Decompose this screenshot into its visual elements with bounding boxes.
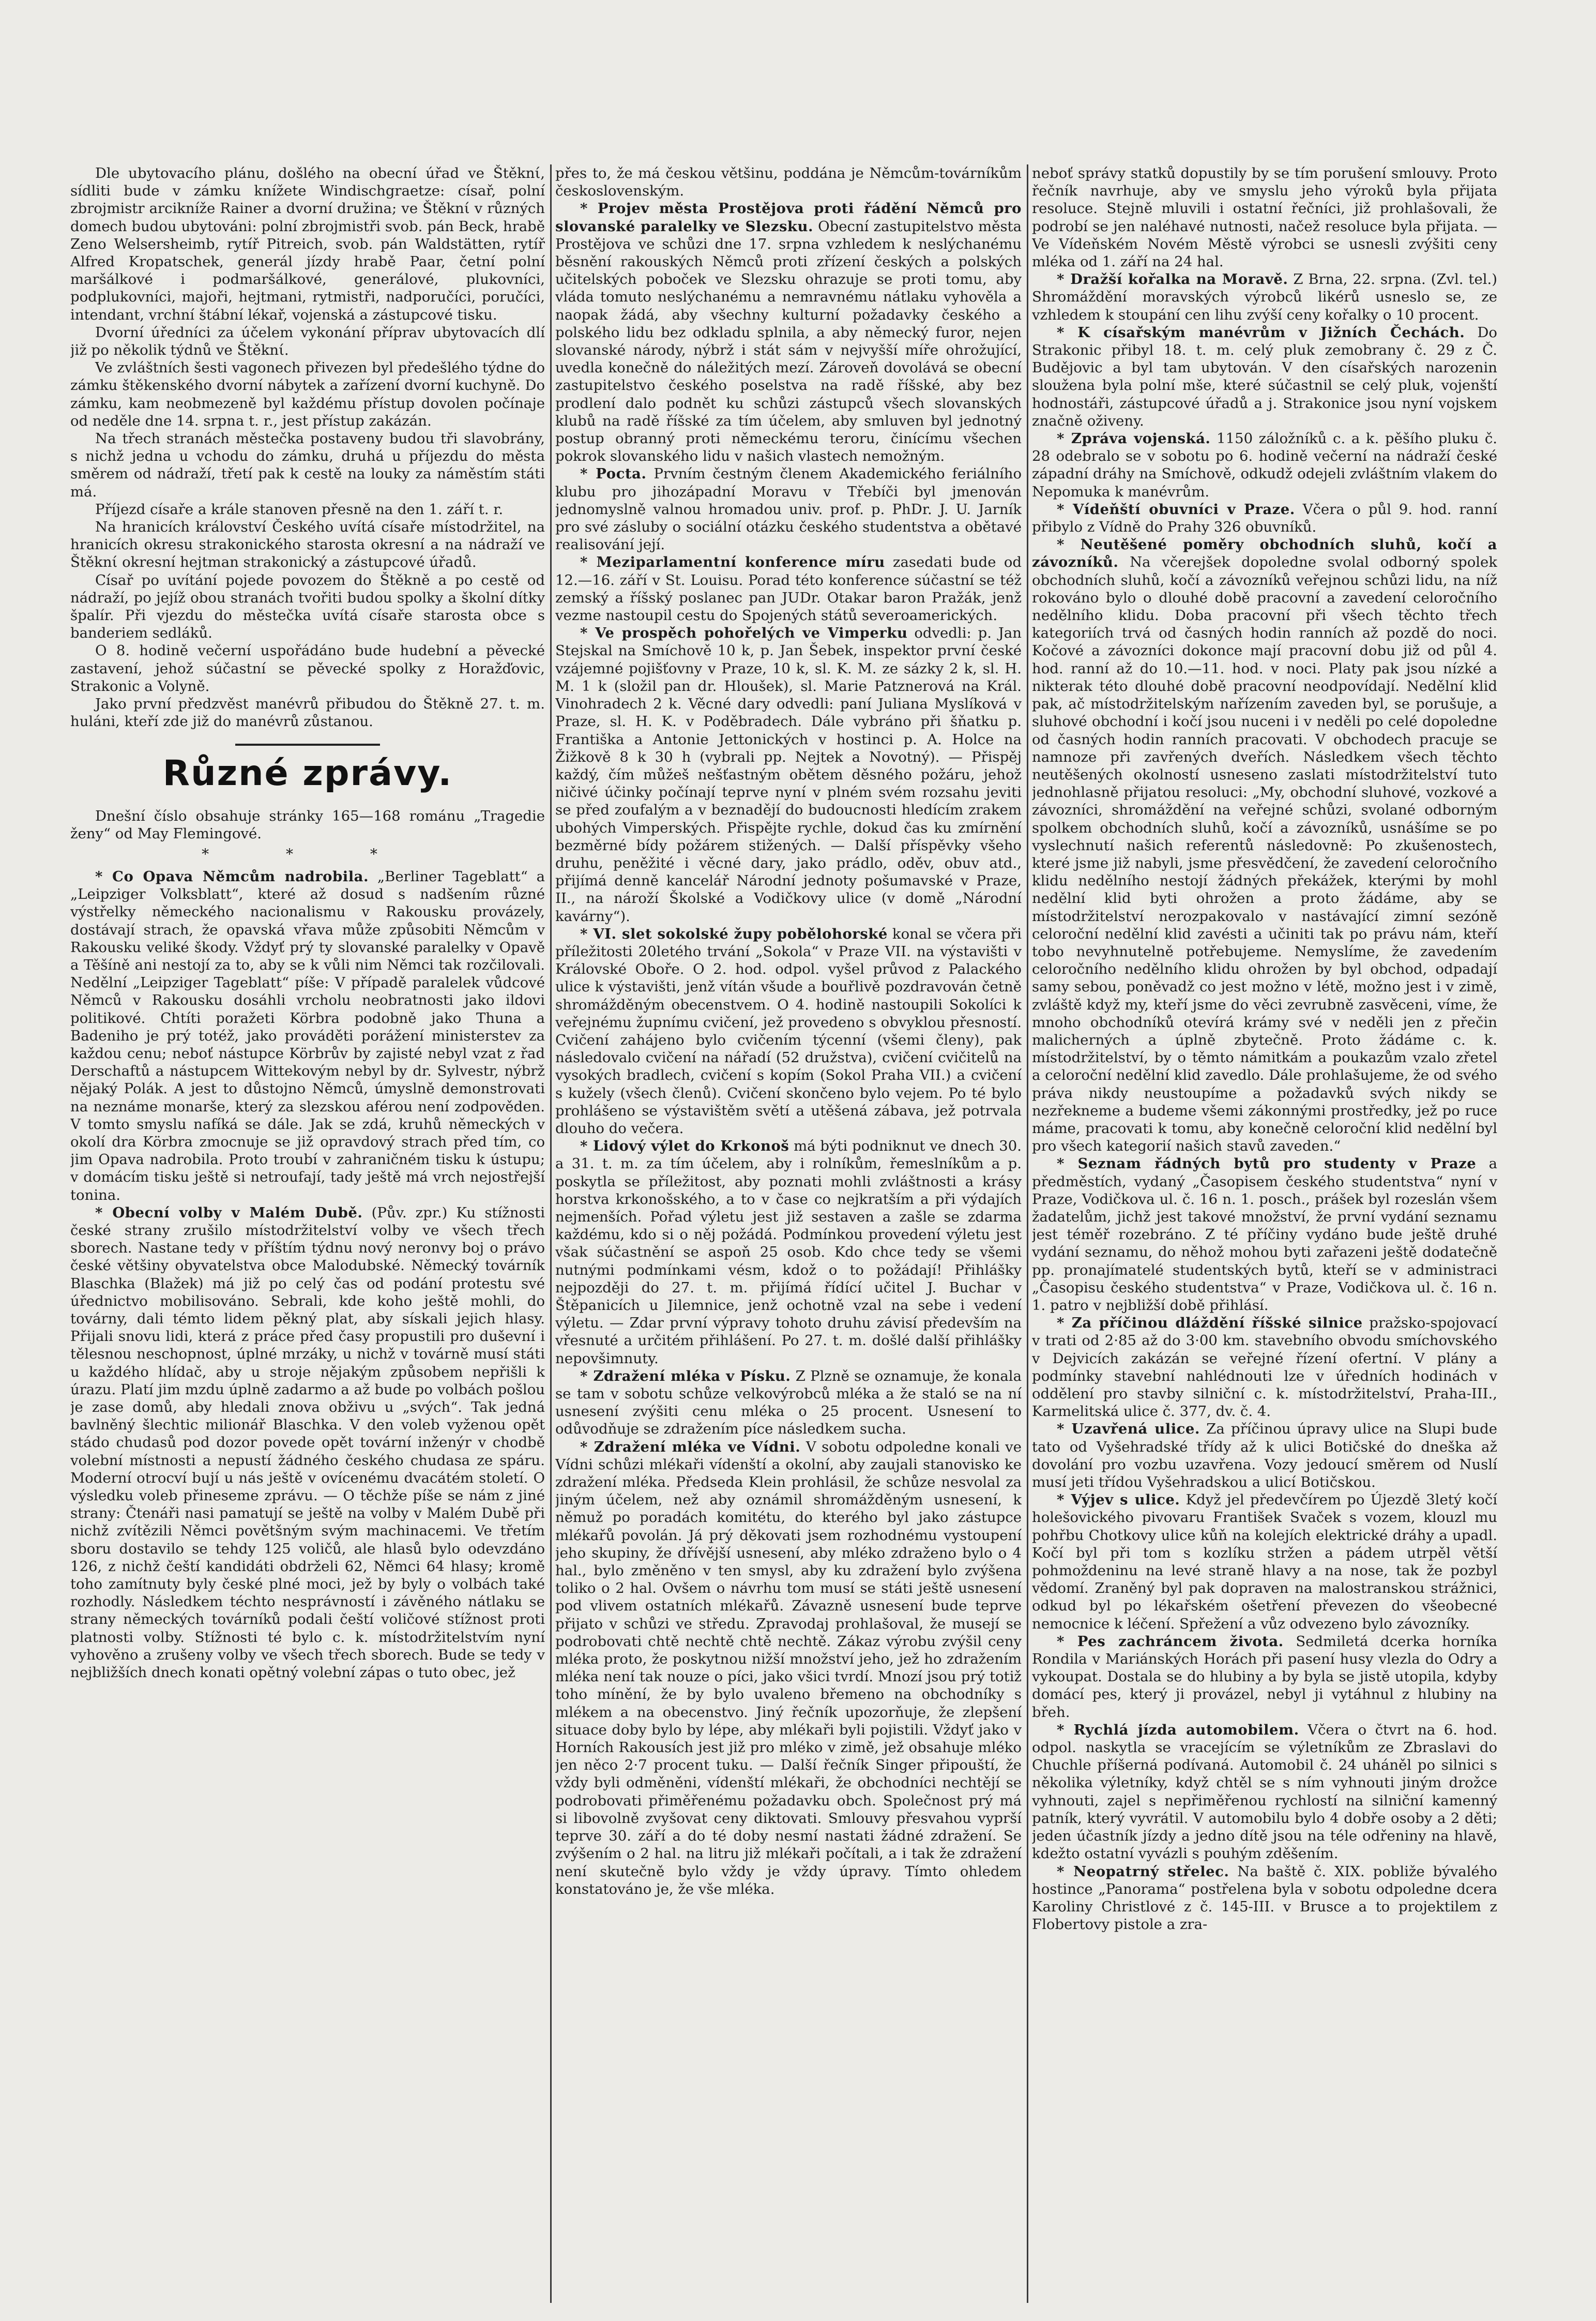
article-text: Dle ubytovacího plánu, došlého na obecní úřad ve Štěknί, sídliti bude v zámku knížete Windischgraetze: císař, polní zbrojmistr arcikníže Rainer a dvorní družina; ve Štěknί v různých domech budou ubytováni: polní zbrojmistři svob. pán Beck, hrabě Zeno Welsersheimb, rytíř Pitreich, svob. pán Waldstätten, rytíř Alfred Kropatschek, generál jízdy hrabě Paar, četní polní maršálkové i podmaršálkové, generálové, plukovníci, podplukovníci, majoři, hejtmani, rytmistři, nadporučíci, poručíci, intendant, vrchní štábní lékař, vojenská a zástupcové tisku. xyxy=(70,165,545,323)
article-paragraph xyxy=(1032,1863,1497,1934)
article-paragraph xyxy=(1032,1491,1497,1633)
article-text: Když jel předevčírem po Újezdě 3letý kočí holešovického pivovaru František Svaček s vozem, klouzl mu pohřbu Chotkovy ulice kůň na kolejích elektrické dráhy a upadl. Kočí byl při tom s kozlíku stržen a pádem utrpěl větší pohmoždeninu na levé straně hlavy a na nose, tak že pozbyl vědomí. Zraněný byl pak dopraven na malostranskou strážnici, odkud byl po lékařském ošetření převezen do všeobecné nemocnice k léčení. Spřežení a vůz odvezeno bylo závozníky. xyxy=(1032,1491,1497,1632)
article-text: 1150 záložníků c. a k. pěšího pluku č. 28 odebralo se v sobotu po 6. hodině večerní na nádraží české západní dráhy na Smíchově, odkudž odejeli zvláštním vlakem do Nepomuka k manévrům. xyxy=(1032,430,1497,500)
article-paragraph xyxy=(70,501,545,518)
article-paragraph xyxy=(555,925,1022,1137)
article-text: zasedati bude od 12.—16. září v St. Louisu. Porad této konference súčastní se též zemský a říšský poslanec pan JUDr. Otakar baron Pražák, jenž vezme nastoupil cestu do Spojených států severoamerických. xyxy=(555,554,1022,624)
article-lead: * Co Opava Němcům nadrobila. xyxy=(95,868,369,885)
article-text: Ve zvláštních šesti vagonech přivezen byl předešlého týdne do zámku štěkenského dvorní nábytek a zařízení dvorní kuchyně. Do zámku, kam neobmezeně byl každému přístup dovolen počínaje od neděle dne 14. srpna t. r., jest přístup zakázán. xyxy=(70,359,545,429)
article-lead: * Uzavřená ulice. xyxy=(1057,1421,1200,1438)
article-lead: * Lidový výlet do Krkonoš xyxy=(580,1138,789,1155)
article-lead: * Seznam řádných bytů pro studenty v Praze xyxy=(1057,1155,1477,1172)
article-paragraph xyxy=(1032,430,1497,501)
article-lead: * Neutěšené poměry obchodních sluhů, kočí a závozníků. xyxy=(1032,536,1497,571)
article-text: má býti podniknut ve dnech 30. a 31. t. m. za tím účelem, aby i rolníkům, řemeslníkům a p. poskytla se příležitost, aby poznati mohli zvláštnosti a krásy horstva krkonošského, a to v čase co nejkratším a při výdajích nejmenších. Pořad výletu jest již sestaven a zašle se zdarma každému, kdo si o něj požádá. Podmínkou provedení výletu jest však súčastnění se aspoň 25 osob. Kdo chce tedy se všemi nutnými podmínkami vésm, kdož o to požádají! Přihlášky nejpozději do 27. t. m. přijímá řídící učitel J. Buchar v Štěpanicích u Jilemnice, jenž ochotně vzal na sebe i vedení výletu. — Zdar první výpravy tohoto druhu závisí především na vřesnuté a určitém přihlášení. Po 27. t. m. došlé další přihlášky nepovšimnuty. xyxy=(555,1138,1022,1367)
article-text: Jako první předzvěst manévrů přibudou do Štěkně 27. t. m. huláni, kteří zde již do manévrů zůstanou. xyxy=(70,696,545,730)
article-text: Za příčinou úpravy ulice na Slupi bude tato od Vyšehradské třídy až k ulici Botičské do dneška až dovolání pro vozbu uzavřena. Vozy jedoucí směrem od Nuslí musí jeti třídou Vyšehradskou a ulicí Botičskou. xyxy=(1032,1421,1497,1491)
article-lead: * Meziparlamentní konference míru xyxy=(580,554,885,571)
column-1 xyxy=(70,164,545,2303)
article-paragraph xyxy=(555,164,1022,200)
column-rule-1 xyxy=(550,164,552,2303)
article-text: neboť správy statků dopustily by se tím porušení smlouvy. Proto řečník navrhuje, aby ve smyslu jeho výroků byla přijata resoluce. Stejně mluvili i ostatní řečníci, již prohlašovali, že podrobí se jen naléhavé nutnosti, načež resoluce byla přijata. — Ve Vídeňském Novém Městě výrobci se usnesli zvýšiti ceny mléka od 1. září na 24 hal. xyxy=(1032,165,1497,270)
column-3 xyxy=(1032,164,1497,2303)
article-paragraph xyxy=(555,465,1022,553)
article-paragraph xyxy=(1032,536,1497,1155)
article-lead: * Za příčinou dláždění říšské silnice xyxy=(1057,1315,1363,1332)
section-separator xyxy=(70,738,545,748)
article-text: V sobotu odpoledne konali ve Vídni schůzi mlékaři vídenští a okolní, aby zaujali stanovisko ke zdražení mléka. Předseda Klein prohlásil, že schůze nesvolal za jiným účelem, než aby oznámil shromážděným usnesení, k němuž po poradách komitétu, do kterého byl jako zástupce mlékařů povolán. Já prý děkovati jsem rozhodnému vystoupení jeho skupiny, že dřívější usnesení, aby mléko zdraženo bylo o 4 hal., bylo změněno v ten smysl, aby ku zdražení bylo zvýšena toliko o 2 hal. Ovšem o návrhu tom musí se státi ještě usnesení pod vlivem ostatních mlékařů. Závazně usnesení bude teprve přijato v schůzi ve středu. Zpravodaj prohlašoval, že musejí se podrobovati chtě nechtě chtě nechtě. Zákaz výrobu zvýšil ceny mléka proto, že poskytnou nižší množství jeho, jež ho zdražením mléka není tak nouze o píci, jako všici tvrdí. Mnozí jsou prý totiž toho mínění, že by bylo uvaleno břemeno na obchodníky s mlékem a na obecenstvo. Jiný řečník upozorňuje, že zlepšení situace doby bylo by lépe, aby mlékaři byli pojistili. Vždyť jako v Horních Rakousích jest již pro mléko v zimě, jež obsahuje mléko jen něco 2·7 procent tuku. — Další řečník Singer připouští, že vždy byli odměněni, vídenští mlékaři, že obchodníci nechtějí se podrobovati přiměřenému požadavku obch. Společnost prý má si libovolně zvyšovat ceny diktovati. Smlouvy přesvahou vyprší teprve 30. září a do té doby nesmí nastati žádné zdražení. Se zvýšením o 2 hal. na litru již mlékaři počítali, a i tak že zdražení není skutečně bylo vždy je vždy úpravy. Tímto ohledem konstatováno je, že vše mléka. xyxy=(555,1438,1022,1897)
article-text: Prvním čestným členem Akademického feriálního klubu pro jihozápadní Moravu v Třebíči byl jmenován jednomyslně valnou hromadou univ. prof. p. PhDr. J. U. Jarník pro své zásluby o sociální otázku českého studentstva a obětavé realisování její. xyxy=(555,465,1022,553)
article-text: Obecní zastupitelstvo města Prostějova ve schůzi dne 17. srpna vzhledem k neslýchanému běsnění rakouských Němců proti zřízení českých a polských učitelských poboček ve Slezsku ohrazuje se proti tomu, aby vláda tomuto neslýchanému a nemravnému nátlaku vyhověla a naopak žádá, aby všechny kulturní požadavky českého a polského lidu bez odkladu splnila, a aby německý furor, nejen slovanské národy, nýbrž i stát sám v nejvyšší míře ohrožující, uvedla konečně do náležitých mezí. Zároveň dovolává se obecní zastupitelstvo českého poselstva na radě říšské, aby bez prodlení dalo podnět ku schůzi zástupců všech slovanských klubů na radě říšské za tím účelem, aby smluven byl jednotný postup obranný proti německému teroru, činícímu všechen pokrok slovanského lidu v našich vlastech nemožným. xyxy=(555,218,1022,465)
article-paragraph xyxy=(1032,1314,1497,1420)
article-paragraph xyxy=(1032,1721,1497,1863)
article-text: Dnešní číslo obsahuje stránky 165—168 románu „Tragedie ženy“ od May Flemingové. xyxy=(70,807,545,842)
article-lead: * Projev města Prostějova proti řádění Němců pro slovanské paralelky ve Slezsku. xyxy=(555,200,1022,235)
article-text: Dvorní úředníci za účelem vykonání příprav ubytovacích dlí již po několik týdnů ve Štěknί. xyxy=(70,324,545,359)
article-paragraph xyxy=(70,807,545,842)
article-lead: * Obecní volby v Malém Dubě. xyxy=(95,1204,363,1221)
article-paragraph xyxy=(555,1438,1022,1898)
column-2 xyxy=(555,164,1022,2303)
article-lead: * Zdražení mléka ve Vídni. xyxy=(580,1438,801,1455)
article-lead: * Pes zachráncem života. xyxy=(1057,1633,1284,1650)
article-text: Včera o půl 9. hod. ranní přibylo z Vídně do Prahy 326 obuvníků. xyxy=(1032,501,1497,536)
article-text: Včera o čtvrt na 6. hod. odpol. naskytla se vracejícím se výletníkům ze Zbraslavi do Chuchle příšerná podívaná. Automobil č. 24 uháněl po silnici s několika výletníky, když chtěl se s ním vyhnouti jiným drožce vyhnouti, zajel s nepřiměřenou rychlostí na silniční kamenný patník, který vyvrátil. V automobilu bylo 4 dobře osoby a 2 děti; jeden účastník jízdy a jedno dítě jsou na téle odřeniny na hlavě, kdežto ostatní vyvázli s pouhým zděšením. xyxy=(1032,1721,1497,1862)
article-lead: * Pocta. xyxy=(580,465,647,483)
article-paragraph xyxy=(70,642,545,695)
article-text: O 8. hodině večerní uspořádáno bude hudební a pěvecké zastavení, jehož súčastní se pěvecké spolky z Horažďovic, Strakonic a Volyně. xyxy=(70,642,545,695)
article-text: a předměstích, vydaný „Časopisem českého studentstva“ nyní v Praze, Vodičkova ul. č. 16 n. 1. posch., prášek byl rozeslán všem žadatelům, jichž jest takové množství, že první vydání seznamu jest téměř rozebráno. Z té příčiny vydáno bude ještě druhé vydání seznamu, do něhož mohou byti zařazeni ještě dodatečně pp. pronajímatelé studentských bytů, kteří se v administraci „Časopisu českého studentstva“ v Praze, Vodičkova ul. č. 16 n. 1. patro v nejbližší době přihlásí. xyxy=(1032,1155,1497,1314)
article-paragraph xyxy=(70,1204,545,1681)
article-lead: * Vídeňští obuvníci v Praze. xyxy=(1057,501,1295,518)
article-lead: * VI. slet sokolské župy pobělohorské xyxy=(580,925,888,942)
article-paragraph xyxy=(1032,1633,1497,1721)
article-text: Do Strakonic přibyl 18. t. m. celý pluk zemobrany č. 29 z Č. Budějovic a byl tam ubytován. V den císařských narozenin sloužena byla polní mše, které súčastnil se celý pluk, vojenští hodnostáři, zástupcové úřadů a j. Strakonice jsou nyní vojskem značně oživeny. xyxy=(1032,324,1497,429)
article-paragraph xyxy=(70,324,545,359)
article-text: Sedmiletá dcerka horníka Rondila v Mariánských Horách při pasení husy vlezla do Odry a vykoupat. Dostala se do hlubiny a by byla se jistě utopila, kdyby domácí pes, který ji provázel, nebyl ji vytáhnul z hlubiny na břeh. xyxy=(1032,1633,1497,1721)
article-lead: * K císařským manévrům v Jižních Čechách. xyxy=(1057,324,1465,341)
article-paragraph xyxy=(70,164,545,324)
article-paragraph xyxy=(555,624,1022,925)
article-lead: * Rychlá jízda automobilem. xyxy=(1057,1721,1299,1738)
article-text: (Pův. zpr.) Ku stížnosti české strany zrušilo místodržitelství volby ve všech třech sborech. Nastane tedy v příštím týdnu nový neronvy boj o právo české většiny obyvatelstva obce Malodubské. Německý továrník Blaschka (Blažek) má již po celý čas od podání protestu své úřednictvo mobilisováno. Sebrali, kde koho ještě mohli, do továrny, dali témto lidem pěkný plat, aby sískali jejich hlasy. Přijali snovu lidi, která z práce před časy propustili pro duševní i tělesnou neschopnost, úplné mrzáky, u nichž v továrně musí státi u každého hlídač, aby u stroje nějakým způsobem nepřišli k úrazu. Platí jim mzdu úplně zadarmo a až bude po volbách pošlou je zase domů, aby hledali znova obživu u „svých“. Tak jedná bavlněný šlechtic milionář Blaschka. V den voleb vyženou opět stádo chudasů pod dozor povede opět tovární inženýr v chodbě volební místnosti a nepustí žádného českého chudasa ze spáru. Moderní otrocví bují u nás ještě v ovícenému dvacátém století. O výsledku voleb přineseme zprávu. — O těchže píše se nám z jiné strany: Čtenáři nasi pamatují se ještě na volby v Malém Dubě při nichž zvítězili Němci povětšným svým machinacemi. Ve třetím sboru dostavilo se tehdy 125 voličů, ale hlasů bylo odevzdáno 126, z nichž čeští kandidáti obdrželi 62, Němci 64 hlasy; kromě toho zamítnuty byly české plné moci, jež by byly o volbách také rozhodly. Následkem téchto nesprávností i závěného nátlaku se strany německých továrníků podali čeští voličové stížnost proti platnosti volby. Stížnosti té bylo c. k. místodržitelstvím nyní vyhověno a zrušeny volby ve všech třech sborech. Bude se tedy v nejbližších dnech konati opětný volební zápas o tuto obec, jež xyxy=(70,1204,545,1681)
article-text: Z Brna, 22. srpna. (Zvl. tel.) Shromáždění moravských výrobců likérů usneslo se, ze vzhledem k stoupání cen lihu zvýší ceny kořalky o 10 procent. xyxy=(1032,271,1497,323)
article-paragraph xyxy=(70,518,545,571)
article-paragraph xyxy=(70,695,545,730)
article-text: pražsko-spojovací v trati od 2·85 až do 3·00 km. stavebního obvodu smíchovského v Dejvicích zakázán se veřejné řízení ofertní. V plány a podmínky stavební nahlédnouti lze v úředních hodinách v oddělení pro stavby silniční c. k. místodržitelství, Praha-III., Karmelitská ulice č. 377, dv. č. 4. xyxy=(1032,1315,1497,1420)
article-paragraph xyxy=(1032,501,1497,536)
article-paragraph xyxy=(70,571,545,642)
article-lead: * Dražší kořalka na Moravě. xyxy=(1057,271,1288,288)
article-lead: * Ve prospěch pohořelých ve Vimperku xyxy=(580,625,908,642)
article-text: „Berliner Tageblatt“ a „Leipziger Volksblatt“, které až dosud s nadšením různé výstřelky německého nacionalismu v Rakousku provázely, dostávají strach, že opavská vřava může způsobiti Němcům v Rakousku veliké škody. Vždyť prý ty slovanské paralelky v Opavě a Těšíně ani nestojí za to, aby se k vůli nim Němci tak rozčilovali. Nedělní „Leipziger Tageblatt“ píše: V případě paralelek vůdcové Němců v Rakousku dosáhli vrcholu neobratnosti jako ildovi politikové. Chtíti poražeti Körbra podobně jako Thuna a Badeniho je prý totéž, jako prováděti porážení ministerstev za každou cenu; neboť nástupce Körbrův by zajisté nebyl vzat z řad Derschaftů a nástupcem Wittekovým nebyl by dr. Sylvestr, nýbrž nějaký Polák. A jest to důstojno Němců, úmyslně demonstrovati na neznáme monarše, který za slezskou aférou není zodpověden. V tomto smyslu nafíká se dále. Jak se zdá, kruhů německých v okolí dra Körbra zmocnuje se již opravdový strach před tím, co jim Opava nadrobila. Proto troubí v zahraničném tisku k ústupu; v domácím tisku ještě si netroufají, tady ještě má vrch nejostřejší tonina. xyxy=(70,868,545,1203)
article-lead: * Zpráva vojenská. xyxy=(1057,430,1211,447)
article-text: Na baště č. XIX. pobliže bývalého hostince „Panorama“ postřelena byla v sobotu odpoledne dcera Karoliny Christlové z č. 145-III. v Brusce a to projektilem z Flobertovy pistole a zra- xyxy=(1032,1863,1497,1933)
article-text: Z Plzně se oznamuje, že konala se tam v sobotu schůze velkovýrobců mléka a že staló se na ní usnesení zvýšiti cenu mléka o 25 procent. Usnesení to odůvodňuje se zdražením píce následkem sucha. xyxy=(555,1367,1022,1438)
article-paragraph xyxy=(70,359,545,430)
article-paragraph xyxy=(555,200,1022,465)
article-paragraph xyxy=(1032,1155,1497,1314)
article-paragraph xyxy=(555,553,1022,624)
article-text: Příjezd císaře a krále stanoven přesně na den 1. září t. r. xyxy=(95,501,504,518)
column-rule-2 xyxy=(1027,164,1028,2303)
article-lead: * Výjev s ulice. xyxy=(1057,1491,1180,1509)
article-paragraph xyxy=(70,868,545,1204)
article-lead: * Zdražení mléka v Písku. xyxy=(580,1367,791,1384)
article-paragraph xyxy=(1032,270,1497,324)
section-heading: Různé zprávy. xyxy=(162,752,453,794)
article-lead: * Neopatrný střelec. xyxy=(1057,1863,1229,1880)
article-text: konal se včera při příležitosti 20letého trvání „Sokola“ v Praze VII. na výstavišti v Královské Oboře. O 2. hod. odpol. vyšel průvod z Palackého ulice k výstavišti, jenž vítán všude a bouřlivě pozdravován četně shromážděným obecenstvem. O 4. hodině nastoupili Sokolíci k veřejnému župnímu cvičení, jež provedeno s obvyklou přesností. Cvičení zahájeno bylo cvičením týcenní (všemi členy), pak následovalo cvičení na nářadí (52 družstva), cvičení cvičitelů na vysokých bradlech, cvičení s kopím (Sokol Praha VII.) a cvičení s kužely (všech členů). Cvičení skončeno bylo vejem. Po té bylo prohlášeno se výstavištěm světí a utěšená zábava, jež potrvala dlouho do večera. xyxy=(555,925,1022,1137)
stars-divider: * * * xyxy=(202,845,414,863)
article-text: Na včerejšek dopoledne svolal odborný spolek obchodních sluhů, kočí a závozníků veřejnou schůzi lidu, na níž rokováno bylo o dlouhé době pracovní a zavedení celoročního nedělního klidu. Doba pracovní při všech těchto třech kategoriích trvá od časných hodin ranních až pozdě do noci. Kočové a závozníci dokonce mají pracovní dobu již od půl 4. hod. ranní až do 10.—11. hod. v noci. Platy pak jsou nízké a nikterak této dlouhé době pracovní neodpovídají. Nedělní klid pak, ač místodržitelským nařízením zaveden byl, se porušuje, a sluhové obchodní i kočí jsou nuceni i v neděli po celé dopoledne od časných hodin ranních pracovati. V obchodech pracuje se namnoze při zavřených dveřích. Následkem všech těchto neutěšených okolností usneseno zaslati místodržitelství tuto jednohlasně přijatou resoluci: „My, obchodní sluhové, vozkové a závozníci, shromáždění na veřejné schůzi, svolané odborným spolkem obchodních sluhů, kočí a závozníků, usnášíme se po vyslechnutí našich referentů následovně: Po zkušenostech, které jsme již nabyli, jsme přesvědčení, že zavedení celoročního klidu nedělního nestojí žádných překážek, kterými by mohl nedělní klid byti ohrožen a proto žádáme, aby se místodržitelství nerozpakovalo v nastávající zimní sezóně celoroční nedělní klid zavésti a učiniti tak po právu nám, kteří tobo nevyhnutelně potřebujeme. Nemyslíme, že zavedením celoročního nedělního klidu ohrožen by byl obchod, odpadají samy sebou, poněvadž co jest možno v létě, možno jest i v zimě, zvláště když my, kteří jsme do věci zevrubně zasvěceni, víme, že mnoho obchodníků otevírá krámy své v neděli jen z přečin malicherných a úplně zbytečně. Proto žádáme c. k. místodržitelství, by o těmto námitkám a poukazům vzalo zřetel a celoroční nedělní klid zavedlo. Dále prohlašujeme, že od svého práva nikdy neustoupíme a požadavků svých nikdy se nezřekneme a budeme všemi zákonnými prostředky, jež po ruce máme, pracovati k tomu, aby konečně celoroční klid nedělní byl pro všech kategorií našich stavů zaveden.“ xyxy=(1032,554,1497,1155)
article-paragraph xyxy=(70,430,545,501)
article-paragraph xyxy=(1032,324,1497,430)
article-text: přes to, že má českou většinu, poddána je Němcům-továrníkům československým. xyxy=(555,165,1022,200)
article-text: Na hranicích království Českého uvítá císaře místodržitel, na hranicích okresu strakonického starosta okresní a na nádraží ve Štěknί okresní hejtman strakonický a zástupcové úřadů. xyxy=(70,519,545,571)
article-text: Na třech stranách městečka postaveny budou tři slavobrány, s nichž jedna u vchodu do zámku, druhá u příjezdu do města směrem od nádraží, třetí pak k cestě na louky za náměstím státi má. xyxy=(70,430,545,500)
article-paragraph xyxy=(555,1137,1022,1367)
article-paragraph xyxy=(1032,164,1497,270)
article-text: odvedli: p. Jan Stejskal na Smíchově 10 k, p. Jan Šebek, inspektor první české vzájemné pojišťovny v Praze, 10 k, sl. K. M. ze sázky 2 k, sl. H. M. 1 k (složil pan dr. Hloušek), sl. Marie Patznerová na Král. Vinohradech 2 k. Věcné dary odvedli: paní Juliana Myslíková v Praze, sl. H. K. v Poděbradech. Dále vybráno při šňatku p. Františka a Antonie Jettonických v hostinci p. A. Holce na Žižkově 8 k 30 h (vybrali pp. Nejtek a Novotný). — Přispěj každý, čím můžeš nešťastným obětem děsného požáru, jehož ničivé účinky počínají teprve nyní v plném svém rozsahu jeviti se před zoufalým a v beznadějí do budoucnosti hledícím zrakem ubohých Vimperských. Přispějte rychle, dokud čas ku zmírnění bezměrné bídy požárem stižených. — Další příspěvky všeho druhu, peněžité i věcné dary, jako prádlo, oděv, obuv atd., přijímá denně kancelář Národní jednoty pošumavské v Praze, II., na nároží Školské a Vodičkovy ulice (v domě „Národní kavárny“). xyxy=(555,625,1022,925)
article-text: Císař po uvítání pojede povozem do Štěkně a po cestě od nádraží, po jejíž obou stranách tvořiti budou spolky a školní dítky špalír. Při vjezdu do městečka uvítá císaře starosta obce s banderiem sedláků. xyxy=(70,571,545,642)
article-paragraph xyxy=(1032,1420,1497,1491)
article-paragraph xyxy=(555,1367,1022,1438)
